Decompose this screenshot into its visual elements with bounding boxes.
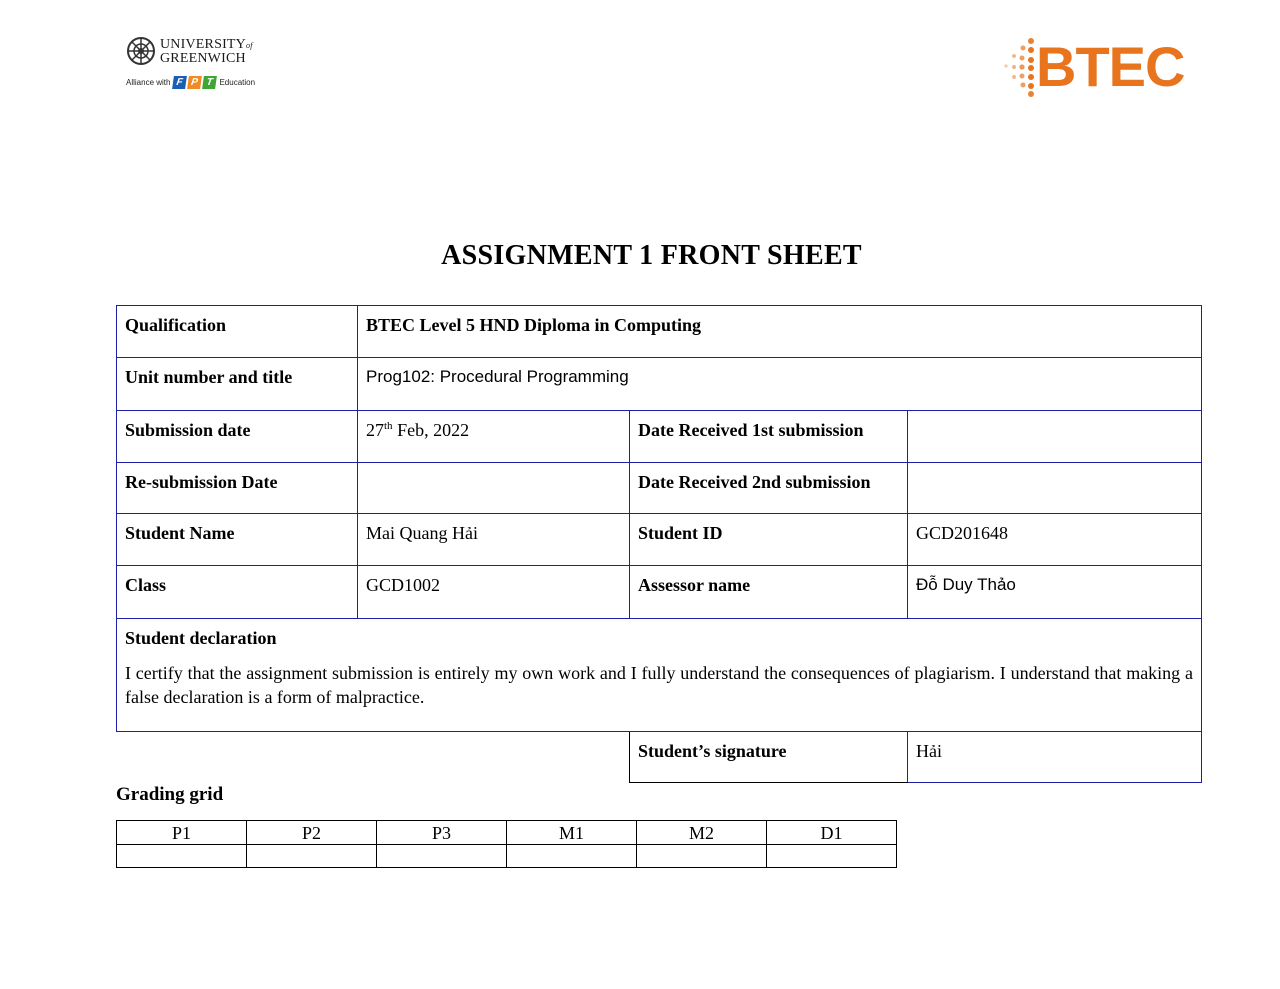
page-title: ASSIGNMENT 1 FRONT SHEET [441,240,862,271]
student-name-value: Mai Quang Hải [358,514,630,566]
date-received-2-value [908,463,1202,514]
assessor-label: Assessor name [630,566,908,619]
student-row [117,514,1202,566]
unit-row [117,358,1202,411]
class-row [117,566,1202,619]
date-received-1-value [908,411,1202,463]
university-name-line2: GREENWICH [160,50,246,66]
declaration-cell [117,619,1202,732]
btec-logo [1000,36,1195,98]
resubmission-row [117,463,1202,514]
grading-value-row [117,845,897,868]
signature-row [117,732,1202,783]
grade-value-p2 [247,845,377,868]
declaration-label: Student declaration [125,628,277,648]
student-id-value: GCD201648 [908,514,1202,566]
grading-grid-label: Grading grid [116,784,224,805]
fpt-logo-icon [173,76,216,89]
alliance-text: Alliance with [126,78,171,87]
grading-grid [116,820,897,868]
fpt-letter-f: F [173,76,188,89]
fpt-alliance [126,76,266,89]
submission-date-day: 27 [366,420,384,440]
student-name-label: Student Name [117,514,358,566]
submission-date-label: Submission date [117,411,358,463]
btec-dots-icon [1000,36,1040,98]
signature-spacer [117,732,630,783]
grade-value-d1 [767,845,897,868]
resubmission-label: Re-submission Date [117,463,358,514]
unit-value: Prog102: Procedural Programming [358,358,1202,411]
grade-header-m1: M1 [507,821,637,845]
grade-value-m2 [637,845,767,868]
unit-label: Unit number and title [117,358,358,411]
university-logo [126,36,266,106]
submission-row [117,411,1202,463]
fpt-education-text: Education [219,78,256,87]
university-name-line1: UNIVERSITY [160,36,246,52]
declaration-row [117,619,1202,732]
class-label: Class [117,566,358,619]
qualification-row [117,306,1202,358]
grading-header-row [117,821,897,845]
submission-date-value [358,411,630,463]
declaration-text: I certify that the assignment submission is entirely my own work and I fully understand the consequences of plagiarism. I understand that making a false declaration is a form of malpractice. [125,663,1193,707]
date-received-2-label: Date Received 2nd submission [630,463,908,514]
greenwich-seal-icon [126,36,156,66]
date-received-1-label: Date Received 1st submission [630,411,908,463]
grade-header-p3: P3 [377,821,507,845]
submission-date-rest: Feb, 2022 [392,420,470,440]
class-value: GCD1002 [358,566,630,619]
resubmission-value [358,463,630,514]
grade-header-p1: P1 [117,821,247,845]
signature-label: Student’s signature [630,732,908,783]
qualification-value: BTEC Level 5 HND Diploma in Computing [358,306,1202,358]
fpt-letter-t: T [203,76,218,89]
university-of: of [246,40,253,50]
signature-value: Hải [908,732,1202,783]
student-id-label: Student ID [630,514,908,566]
grade-header-m2: M2 [637,821,767,845]
submission-date-suffix: th [384,420,393,432]
assessor-value: Đỗ Duy Thảo [908,566,1202,619]
qualification-label: Qualification [117,306,358,358]
grade-header-d1: D1 [767,821,897,845]
grade-header-p2: P2 [247,821,377,845]
grade-value-p1 [117,845,247,868]
front-sheet-table [116,305,1202,783]
grade-value-p3 [377,845,507,868]
grade-value-m1 [507,845,637,868]
fpt-letter-p: P [188,76,203,89]
btec-logo-text: BTEC [1036,35,1185,98]
